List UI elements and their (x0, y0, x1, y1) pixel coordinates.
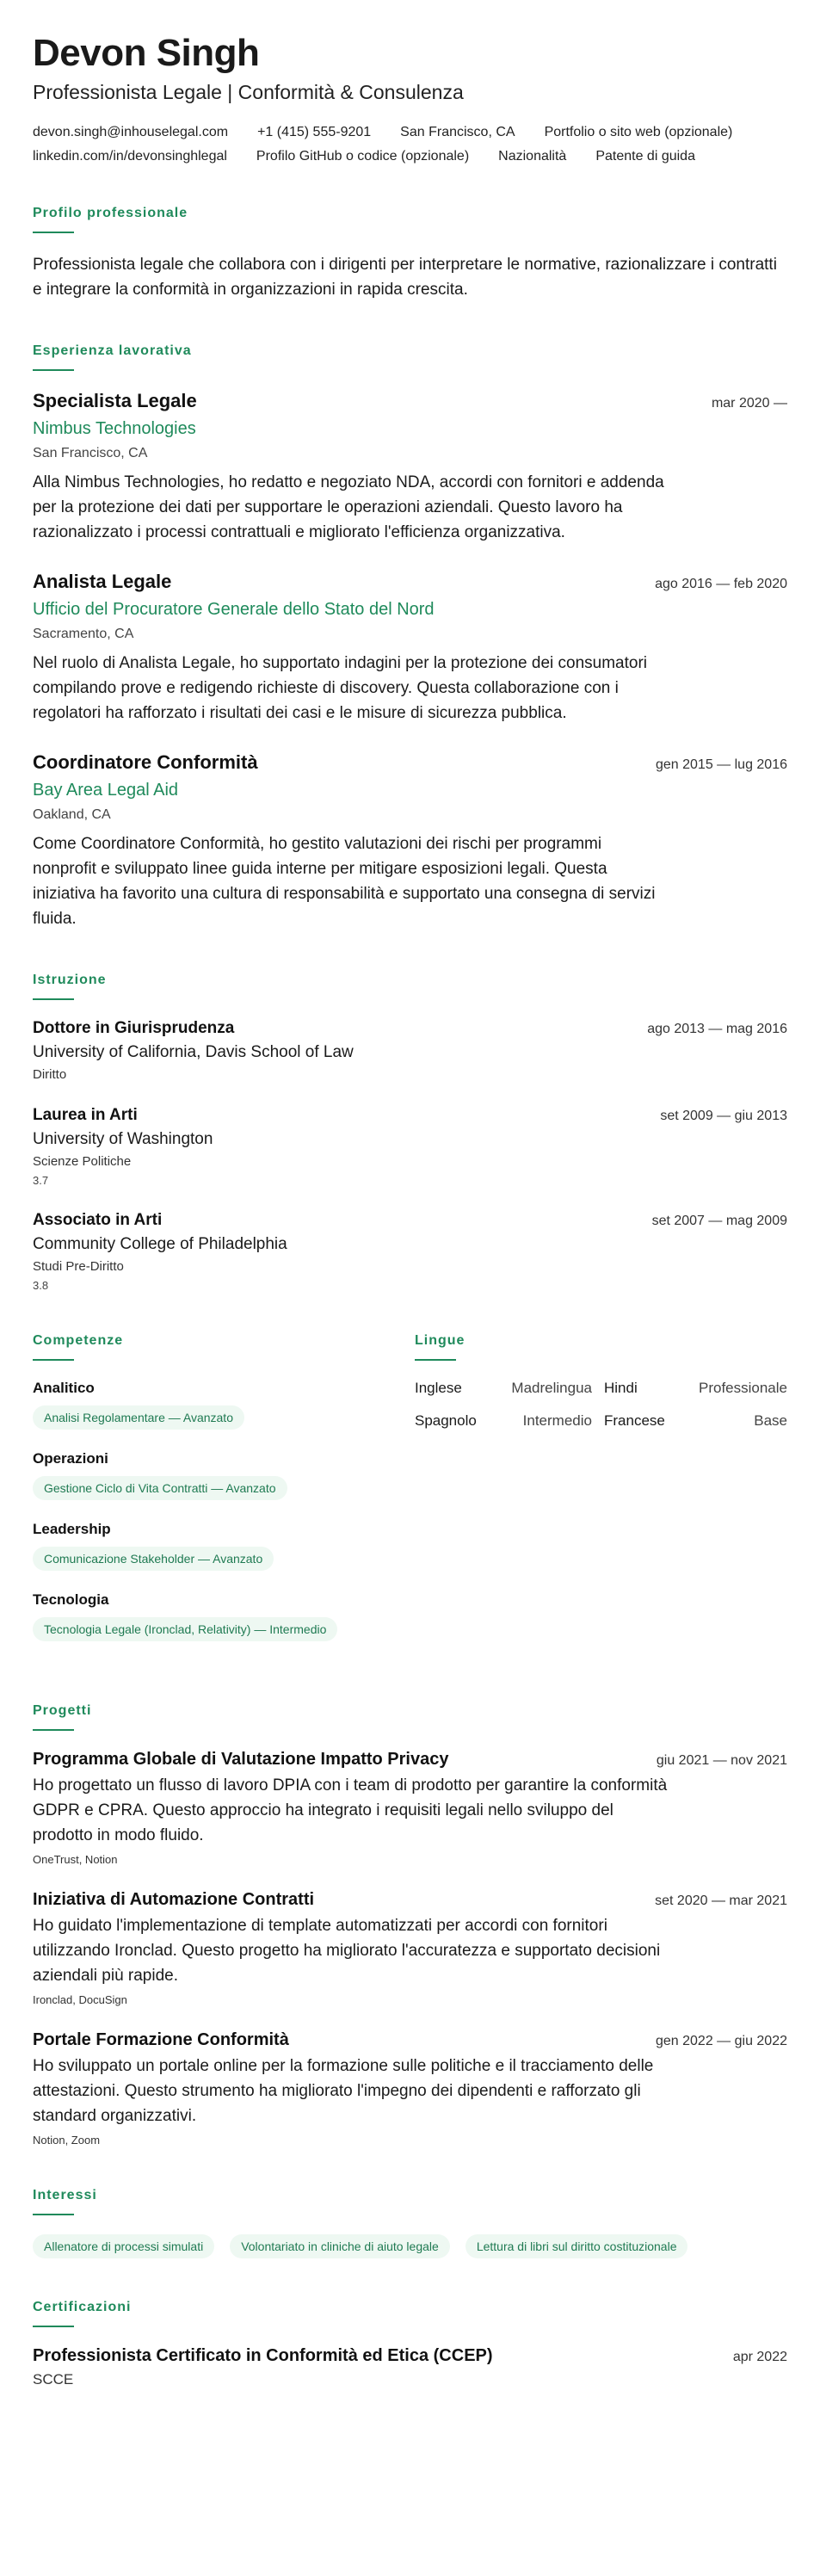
interests-section (33, 2188, 787, 2258)
field-of-study: Diritto (33, 1067, 67, 1082)
school-name: Community College of Philadelphia (33, 1235, 287, 1253)
company-name: Nimbus Technologies (33, 419, 196, 438)
contact-email: devon.singh@inhouselegal.com (33, 125, 229, 139)
contact-driving-license: Patente di guida (595, 149, 695, 164)
education-dates: set 2009 — giu 2013 (660, 1109, 787, 1123)
contact-location: San Francisco, CA (400, 125, 515, 139)
job-description: Nel ruolo di Analista Legale, ho supportato indagini per la protezione dei consumatori compilando prove e redigendo richieste di discovery. Questa collaborazione con i regolatori ha rafforzato i risultati dei casi e le misure di sicurezza pubblica. (33, 654, 648, 722)
experience-section (33, 343, 787, 931)
section-title: Progetti (33, 1703, 92, 1718)
skill-category: Leadership (33, 1521, 111, 1537)
language-name: Francese (603, 1412, 665, 1429)
contact-portfolio: Portfolio o sito web (opzionale) (544, 125, 733, 139)
skill-group (33, 1521, 415, 1571)
contact-list (33, 125, 787, 164)
section-divider (33, 2214, 74, 2215)
gpa: 3.7 (33, 1174, 49, 1187)
certification-issuer: SCCE (33, 2371, 74, 2388)
section-divider (33, 232, 74, 233)
language-level: Base (754, 1412, 787, 1429)
section-title: Certificazioni (33, 2300, 132, 2314)
project-tools: OneTrust, Notion (33, 1853, 118, 1866)
interest-chip: Lettura di libri sul diritto costituzionale (465, 2234, 688, 2258)
interest-chip: Allenatore di processi simulati (33, 2234, 214, 2258)
skill-category: Analitico (33, 1380, 95, 1396)
education-item (33, 1211, 787, 1292)
skill-category: Operazioni (33, 1450, 108, 1467)
resume-header (33, 31, 787, 164)
degree-title: Laurea in Arti (33, 1106, 138, 1124)
field-of-study: Studi Pre-Diritto (33, 1259, 124, 1274)
experience-item (33, 751, 787, 931)
project-tools: Notion, Zoom (33, 2134, 101, 2147)
job-location: Sacramento, CA (33, 627, 134, 641)
company-name: Bay Area Legal Aid (33, 781, 179, 800)
skills-languages-row (33, 1333, 787, 1662)
job-dates: gen 2015 — lug 2016 (655, 757, 787, 772)
school-name: University of Washington (33, 1130, 213, 1148)
job-dates: mar 2020 — (711, 396, 787, 411)
job-description: Come Coordinatore Conformità, ho gestito valutazioni dei rischi per programmi nonprofit e sviluppato linee guida interne per mitigare esposizioni legali. Questa iniziativa ha favorito una cultura di responsabilità e supportato una consegna di servizi fluida. (33, 835, 656, 928)
language-level: Intermedio (522, 1412, 592, 1429)
education-item (33, 1019, 787, 1082)
candidate-name: Devon Singh (33, 32, 260, 74)
project-dates: set 2020 — mar 2021 (655, 1893, 787, 1908)
section-title: Profilo professionale (33, 206, 188, 220)
job-location: Oakland, CA (33, 807, 111, 822)
section-divider (33, 1359, 74, 1361)
school-name: University of California, Davis School of Law (33, 1043, 354, 1061)
education-item (33, 1106, 787, 1187)
interest-list (33, 2234, 787, 2258)
summary-section (33, 206, 787, 302)
languages-section (415, 1333, 787, 1662)
project-item (33, 1890, 787, 2006)
skills-section (33, 1333, 415, 1662)
section-title: Lingue (414, 1333, 465, 1348)
project-name: Iniziativa di Automazione Contratti (33, 1890, 315, 1909)
job-title: Coordinatore Conformità (33, 751, 258, 773)
skill-chip: Analisi Regolamentare — Avanzato (33, 1405, 244, 1430)
contact-linkedin: linkedin.com/in/devonsinghlegal (33, 149, 227, 164)
experience-item (33, 390, 787, 545)
language-name: Inglese (414, 1380, 462, 1396)
language-level: Professionale (698, 1380, 787, 1396)
project-description: Ho progettato un flusso di lavoro DPIA con i team di prodotto per garantire la conformità GDPR e CPRA. Questo approccio ha integrato i requisiti legali nello sviluppo del prodotto in modo fluido. (33, 1776, 668, 1844)
language-list (415, 1380, 787, 1430)
skill-group (33, 1380, 415, 1430)
project-name: Portale Formazione Conformità (33, 2030, 289, 2049)
project-item (33, 2030, 787, 2147)
section-divider (33, 369, 74, 371)
job-dates: ago 2016 — feb 2020 (655, 577, 787, 591)
projects-section (33, 1703, 787, 2147)
section-title: Interessi (33, 2188, 97, 2202)
project-tools: Ironclad, DocuSign (33, 1993, 127, 2006)
project-dates: gen 2022 — giu 2022 (655, 2034, 787, 2048)
contact-nationality: Nazionalità (498, 149, 567, 164)
skill-group (33, 1450, 415, 1500)
candidate-headline: Professionista Legale | Conformità & Consulenza (33, 81, 464, 103)
degree-title: Dottore in Giurisprudenza (33, 1019, 235, 1037)
certification-item (33, 2346, 787, 2388)
project-description: Ho sviluppato un portale online per la formazione sulle politiche e il tracciamento delle attestazioni. Questo strumento ha migliorato l'impegno dei dipendenti e rafforzato gli standard organizzativi. (33, 2057, 654, 2125)
certification-name: Professionista Certificato in Conformità ed Etica (CCEP) (33, 2346, 493, 2365)
section-title: Competenze (33, 1333, 124, 1348)
certifications-section (33, 2300, 787, 2388)
section-divider (33, 2326, 74, 2327)
section-divider (415, 1359, 456, 1361)
language-level: Madrelingua (511, 1380, 592, 1396)
project-item (33, 1750, 787, 1866)
skill-group (33, 1591, 415, 1641)
field-of-study: Scienze Politiche (33, 1154, 132, 1169)
project-description: Ho guidato l'implementazione di template automatizzati per accordi con fornitori utilizzando Ironclad. Questo progetto ha migliorato l'accuratezza e supportato decisioni aziendali più rapide. (33, 1917, 661, 1985)
degree-title: Associato in Arti (33, 1211, 163, 1229)
section-title: Esperienza lavorativa (33, 343, 192, 358)
section-divider (33, 1729, 74, 1731)
education-section (33, 973, 787, 1292)
skill-category: Tecnologia (33, 1591, 109, 1608)
contact-github: Profilo GitHub o codice (opzionale) (256, 149, 470, 164)
contact-phone: +1 (415) 555-9201 (257, 125, 372, 139)
certification-date: apr 2022 (732, 2350, 787, 2364)
skill-chip: Tecnologia Legale (Ironclad, Relativity) — Intermedio (33, 1617, 337, 1641)
skill-chip: Comunicazione Stakeholder — Avanzato (33, 1547, 274, 1571)
language-name: Spagnolo (414, 1412, 477, 1429)
job-description: Alla Nimbus Technologies, ho redatto e negoziato NDA, accordi con fornitori e addenda per la protezione dei dati per supportare le operazioni aziendali. Questo lavoro ha razionalizzato i processi contrattuali e migliorato l'efficienza organizzativa. (33, 473, 664, 541)
job-title: Specialista Legale (33, 390, 197, 411)
gpa: 3.8 (33, 1279, 49, 1292)
project-name: Programma Globale di Valutazione Impatto Privacy (33, 1750, 449, 1769)
job-location: San Francisco, CA (33, 446, 148, 460)
summary-text: Professionista legale che collabora con i dirigenti per interpretare le normative, razionalizzare i contratti e integrare la conformità in organizzazioni in rapida crescita. (33, 256, 777, 299)
interest-chip: Volontariato in cliniche di aiuto legale (230, 2234, 450, 2258)
company-name: Ufficio del Procuratore Generale dello Stato del Nord (33, 600, 435, 619)
education-dates: ago 2013 — mag 2016 (647, 1022, 787, 1036)
education-dates: set 2007 — mag 2009 (651, 1214, 787, 1228)
language-name: Hindi (603, 1380, 638, 1396)
project-dates: giu 2021 — nov 2021 (656, 1753, 787, 1768)
section-divider (33, 998, 74, 1000)
experience-item (33, 571, 787, 726)
skill-chip: Gestione Ciclo di Vita Contratti — Avanzato (33, 1476, 287, 1500)
section-title: Istruzione (33, 973, 107, 987)
job-title: Analista Legale (33, 571, 172, 592)
